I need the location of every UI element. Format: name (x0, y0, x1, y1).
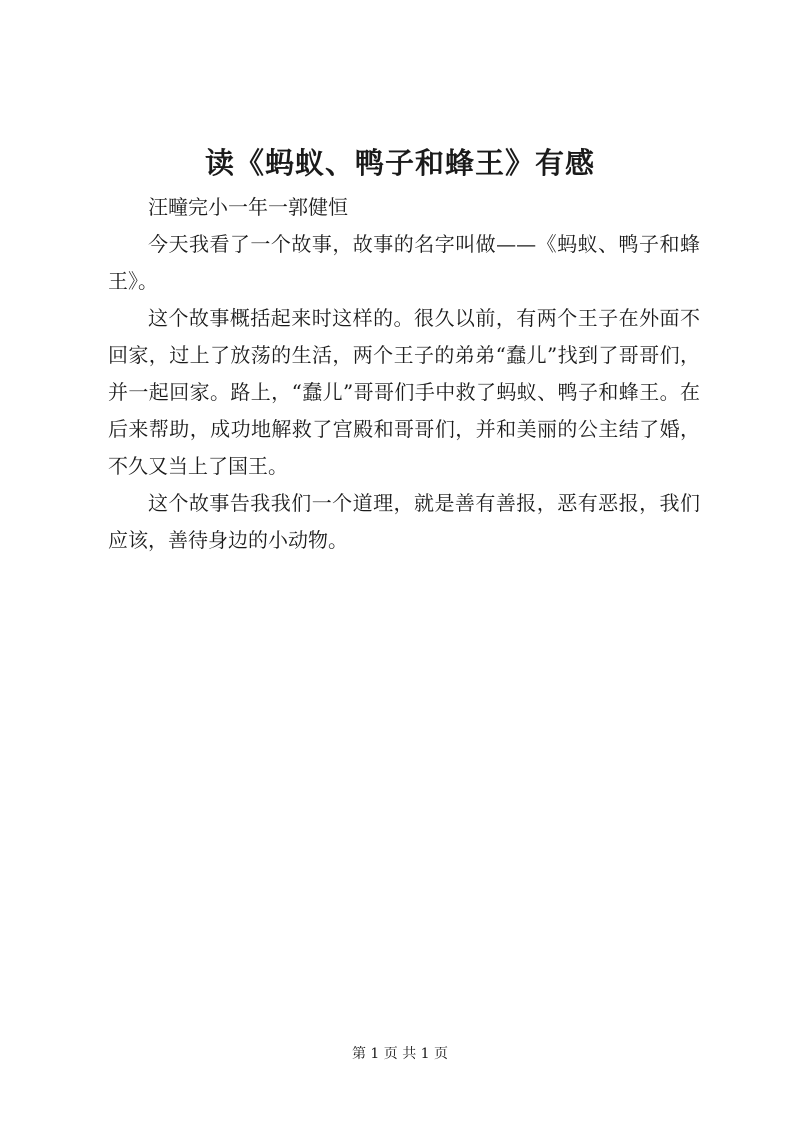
author-line: 汪疃完小一年一郭健恒 (148, 195, 348, 219)
paragraph-1: 今天我看了一个故事，故事的名字叫做——《蚂蚁、鸭子和蜂王》。 (108, 232, 700, 293)
page-footer: 第 1 页 共 1 页 (351, 1046, 449, 1062)
paragraph-2: 这个故事概括起来时这样的。很久以前，有两个王子在外面不回家，过上了放荡的生活，两个王子的弟弟“蠢儿”找到了哥哥们，并一起回家。路上，“蠢儿”哥哥们手中救了蚂蚁、鸭子和蜂王。在后来帮助，成功地解救了宫殿和哥哥们，并和美丽的公主结了婚，不久又当上了国王。 (108, 306, 700, 478)
document-body (108, 189, 700, 559)
document-title: 读《蚂蚁、鸭子和蜂王》有感 (204, 146, 595, 180)
paragraph-3: 这个故事告我我们一个道理，就是善有善报，恶有恶报，我们应该，善待身边的小动物。 (108, 491, 700, 552)
